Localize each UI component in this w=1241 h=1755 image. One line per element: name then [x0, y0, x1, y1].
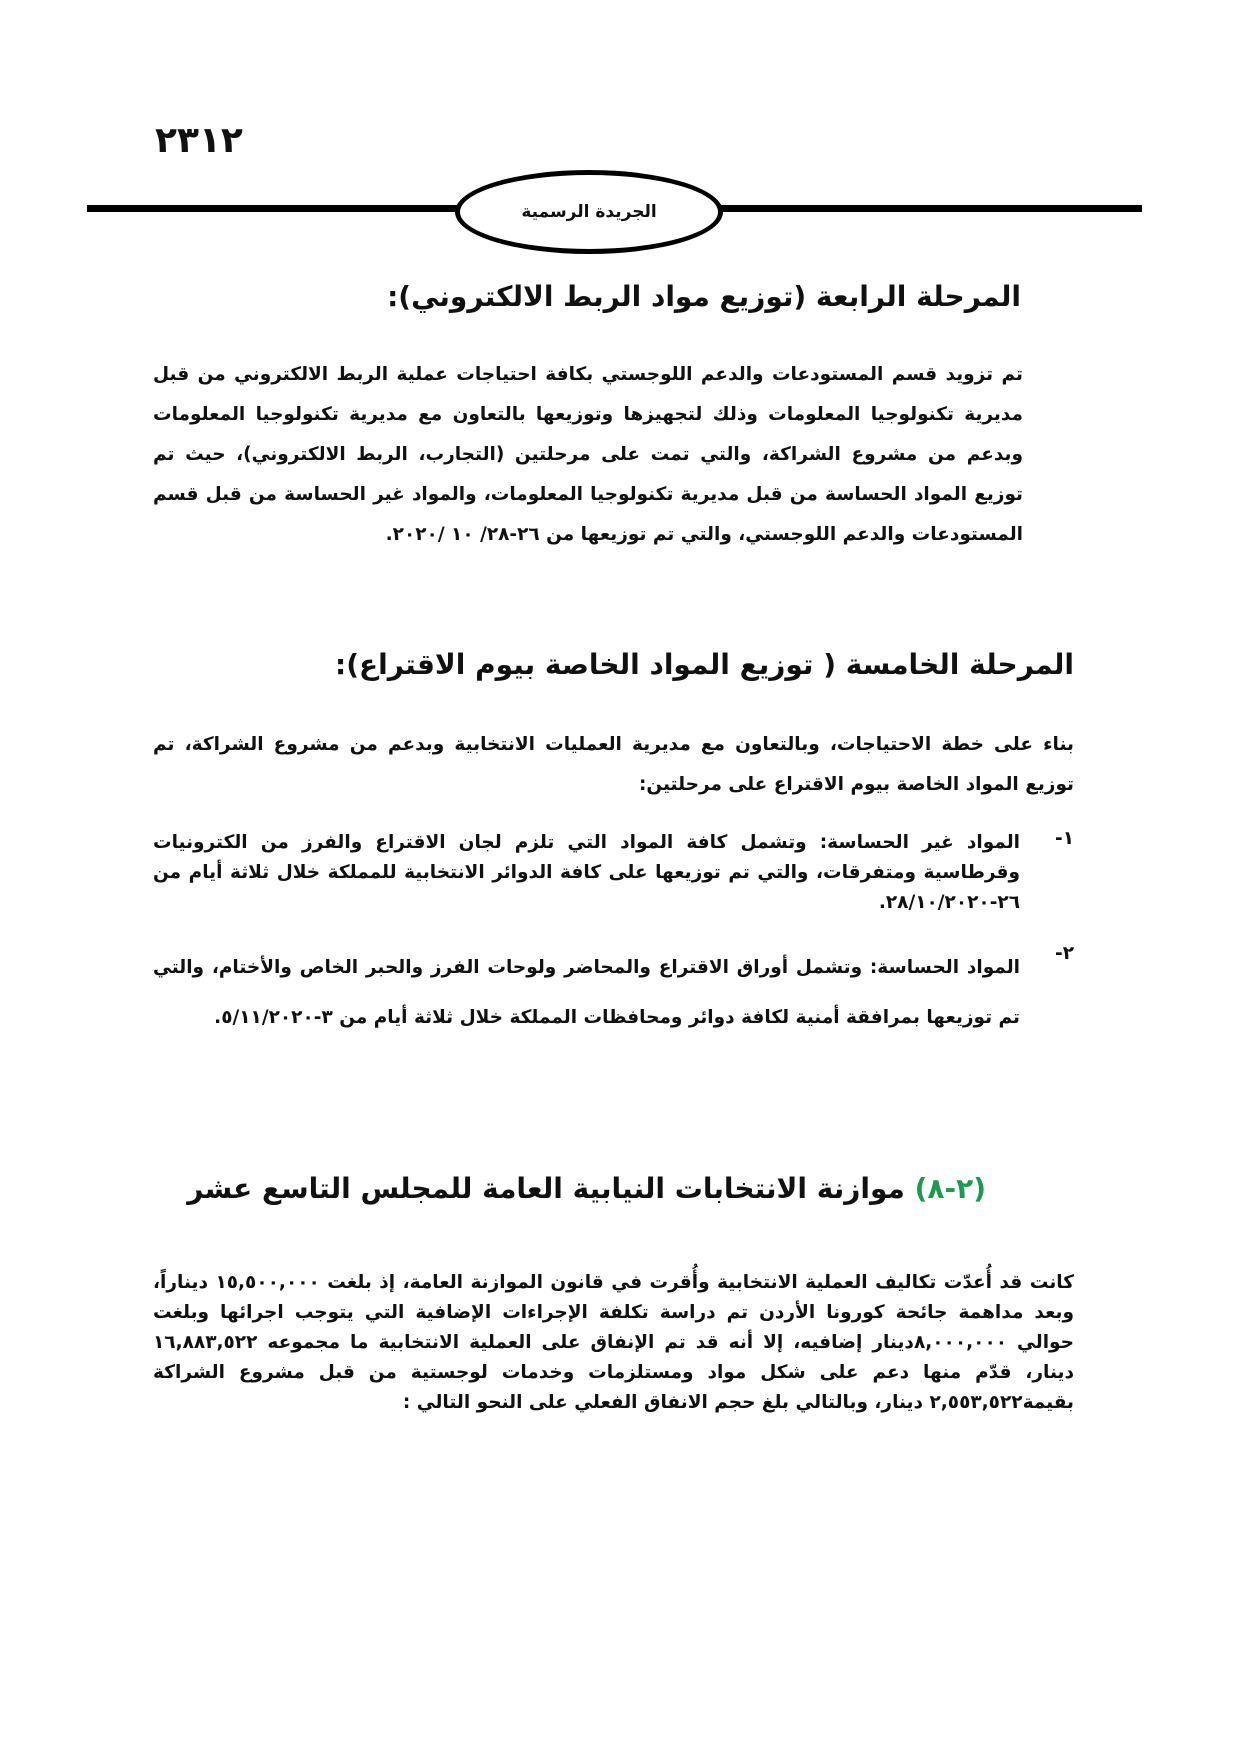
item-number: ٢-	[1055, 943, 1074, 964]
section8-body-block	[153, 1268, 1074, 1418]
section5-heading: المرحلة الخامسة ( توزيع المواد الخاصة بيوم الاقتراع):	[335, 648, 1074, 681]
section8-body: كانت قد أُعدّت تكاليف العملية الانتخابية وأُقرت في قانون الموازنة العامة، إذ بلغت ١٥,٥٠٠,٠٠٠ ديناراً، وبعد مداهمة جائحة كورونا الأردن تم دراسة تكلفة الإجراءات الإضافية التي يتوجب اجرائها وبلغت حوالي ٨,٠٠٠,٠٠٠دينار إضافيه، إلا أنه قد تم الإنفاق على العملية الانتخابية ما مجموعه ١٦,٨٨٣,٥٢٢ دينار، قدّم منها دعم على شكل مواد ومستلزمات وخدمات لوجستية من قبل مشروع الشراكة بقيمة٢,٥٥٣,٥٢٢ دينار، وبالتالي بلغ حجم الانفاق الفعلي على النحو التالي :	[153, 1272, 1074, 1413]
item-text: المواد الحساسة: وتشمل أوراق الاقتراع والمحاضر ولوحات الفرز والحبر الخاص والأختام، والتي تم توزيعها بمرافقة أمنية لكافة دوائر ومحافظات المملكة خلال ثلاثة أيام من ٣-٥/١١/٢٠٢٠.	[153, 957, 1020, 1028]
section8-number: (٢-٨)	[914, 1172, 986, 1205]
gazette-title-oval	[455, 170, 723, 254]
section5-intro-block	[153, 725, 1074, 805]
section8-heading: موازنة الانتخابات النيابية العامة للمجلس التاسع عشر	[187, 1172, 905, 1205]
section4-heading: المرحلة الرابعة (توزيع مواد الربط الالكتروني):	[387, 280, 1021, 313]
section5-item-1	[153, 828, 1074, 918]
section4-body: تم تزويد قسم المستودعات والدعم اللوجستي بكافة احتياجات عملية الربط الالكتروني من قبل مديرية تكنولوجيا المعلومات وذلك لتجهيزها وتوزيعها بالتعاون مع مديرية تكنولوجيا المعلومات وبدعم من مشروع الشراكة، والتي تمت على مرحلتين (التجارب، الربط الالكتروني)، حيث تم توزيع المواد الحساسة من قبل مديرية تكنولوجيا المعلومات، والمواد غير الحساسة من قبل قسم المستودعات والدعم اللوجستي، والتي تم توزيعها من ٢٦-٢٨/ ١٠ /٢٠٢٠.	[153, 364, 1023, 545]
item-text: المواد غير الحساسة: وتشمل كافة المواد التي تلزم لجان الاقتراع والفرز من الكترونيات وقرطاسية ومتفرقات، والتي تم توزيعها على كافة الدوائر الانتخابية للمملكة خلال ثلاثة أيام من ٢٦-٢٨/١٠/٢٠٢٠.	[153, 832, 1020, 913]
section4-body-block	[153, 355, 1023, 555]
page-number: ٢٣١٢	[155, 120, 243, 161]
header-rule-left	[87, 205, 467, 212]
gazette-title: الجريدة الرسمية	[521, 202, 657, 222]
section5-intro: بناء على خطة الاحتياجات، وبالتعاون مع مديرية العمليات الانتخابية وبدعم من مشروع الشراكة، تم توزيع المواد الخاصة بيوم الاقتراع على مرحلتين:	[153, 734, 1074, 795]
section5-heading-block	[174, 648, 1074, 681]
section8-heading-block	[186, 1172, 986, 1205]
item-number: ١-	[1055, 828, 1074, 849]
header-rule-right	[712, 205, 1142, 212]
section5-item-2	[153, 943, 1074, 1043]
section4-heading-block	[221, 280, 1021, 313]
